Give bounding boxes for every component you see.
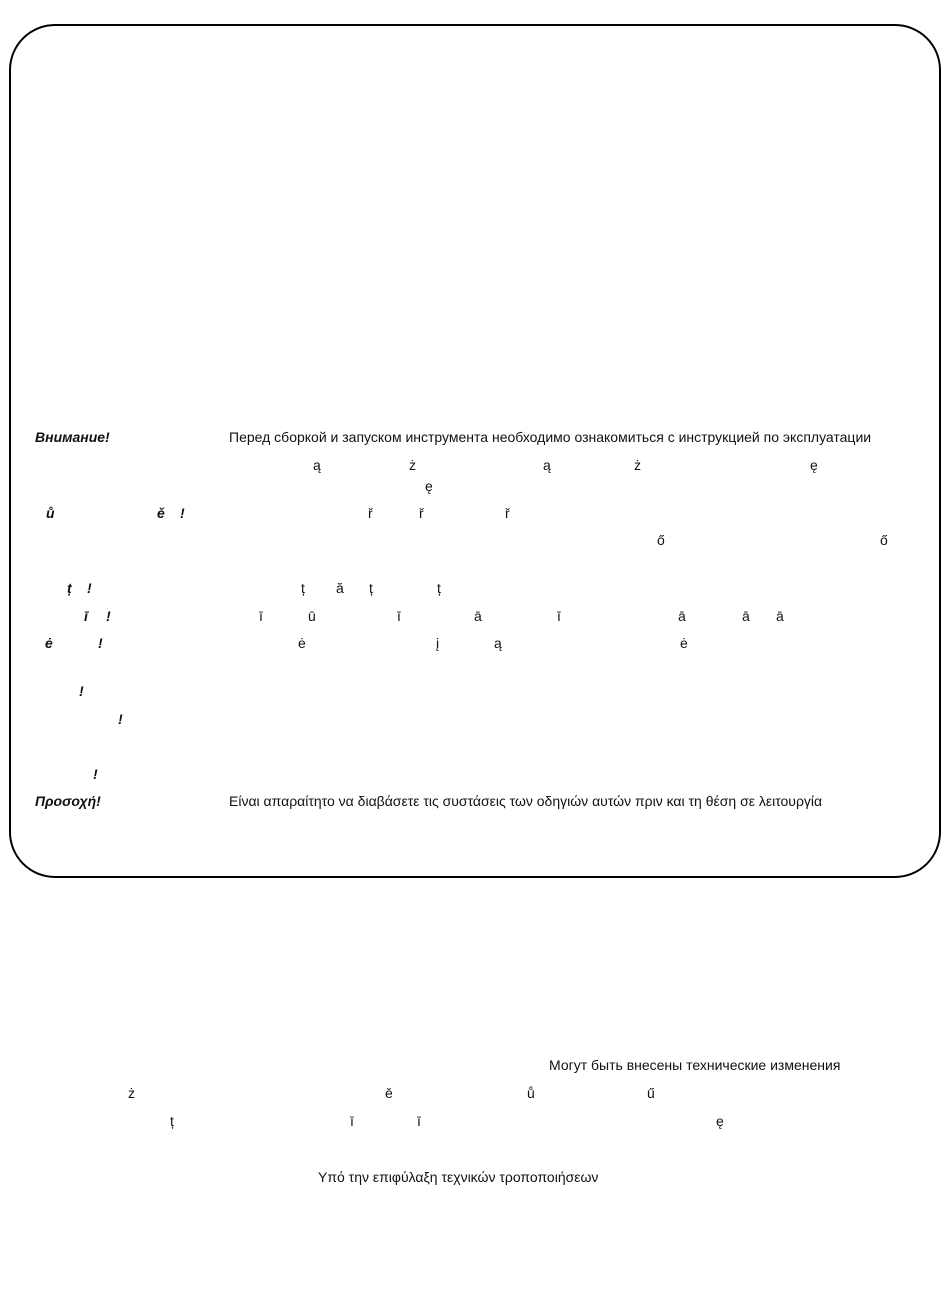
fragment-char: ū <box>308 608 316 624</box>
warning-box-frame <box>9 24 941 878</box>
fragment-label-char: ! <box>93 766 98 782</box>
technical-changes-ru: Могут быть внесены технические изменения <box>549 1057 841 1073</box>
fragment-char: ű <box>647 1085 655 1101</box>
fragment-label-char: ! <box>106 608 111 624</box>
warning-label-ru: Внимание! <box>35 429 110 445</box>
fragment-char: ę <box>810 457 818 473</box>
fragment-char: ą <box>313 457 321 473</box>
fragment-char: ř <box>368 505 373 521</box>
fragment-label-char: ů <box>46 505 55 521</box>
fragment-char: ā <box>678 608 686 624</box>
fragment-char: ė <box>298 635 306 651</box>
fragment-label-char: ! <box>98 635 103 651</box>
fragment-char: ř <box>419 505 424 521</box>
fragment-label-char: ė <box>45 635 53 651</box>
fragment-char: ą <box>543 457 551 473</box>
warning-text-ru: Перед сборкой и запуском инструмента необходимо ознакомиться с инструкцией по эксплуатации <box>229 429 872 445</box>
fragment-char: ī <box>397 608 401 624</box>
fragment-char: ī <box>350 1113 354 1129</box>
fragment-label-char: ě <box>157 505 165 521</box>
technical-changes-el: Υπό την επιφύλαξη τεχνικών τροποποιήσεων <box>318 1169 599 1185</box>
fragment-label-char: ! <box>87 580 92 596</box>
fragment-char: ă <box>336 580 344 596</box>
fragment-label-char: ! <box>180 505 185 521</box>
fragment-char: ů <box>527 1085 535 1101</box>
fragment-char: ț <box>369 580 373 596</box>
fragment-char: ő <box>657 532 665 548</box>
fragment-char: ț <box>301 580 305 596</box>
fragment-char: ț <box>437 580 441 596</box>
fragment-char: ė <box>680 635 688 651</box>
fragment-char: ő <box>880 532 888 548</box>
fragment-label-char: ! <box>118 711 123 727</box>
fragment-char: į <box>436 635 440 651</box>
fragment-char: ā <box>776 608 784 624</box>
fragment-char: ż <box>409 457 416 473</box>
fragment-char: ī <box>259 608 263 624</box>
fragment-char: ī <box>417 1113 421 1129</box>
fragment-char: ī <box>557 608 561 624</box>
fragment-char: ż <box>634 457 641 473</box>
fragment-char: ț <box>170 1113 174 1129</box>
fragment-label-char: ī <box>84 608 88 624</box>
fragment-char: ą <box>494 635 502 651</box>
fragment-label-char: ! <box>79 683 84 699</box>
fragment-char: ę <box>716 1113 724 1129</box>
fragment-char: ż <box>128 1085 135 1101</box>
warning-label-el: Προσοχή! <box>35 793 101 809</box>
warning-text-el: Είναι απαραίτητο να διαβάσετε τις συστάσεις των οδηγιών αυτών πριν και τη θέση σε λειτουργία <box>229 793 823 809</box>
fragment-char: ř <box>505 505 510 521</box>
fragment-char: ā <box>742 608 750 624</box>
fragment-char: ę <box>425 478 433 494</box>
fragment-label-char: ț <box>67 580 72 596</box>
fragment-char: ě <box>385 1085 393 1101</box>
fragment-char: ā <box>474 608 482 624</box>
